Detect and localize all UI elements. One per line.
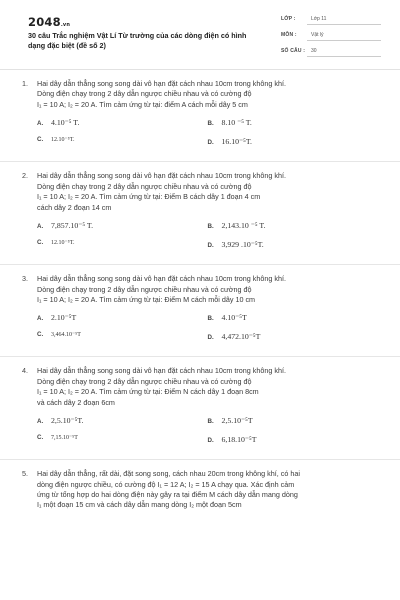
question-line: Dòng điện chạy trong 2 dây dẫn ngược chiều nhau và có cường độ	[37, 181, 252, 191]
option-value: 8.10 ⁻⁵ T.	[221, 118, 252, 128]
option-value: 4,472.10⁻⁵T	[221, 332, 261, 342]
meta-class-row	[281, 15, 381, 31]
logo-suffix: .vn	[60, 22, 71, 28]
option-value: 3,464.10⁻⁵T	[51, 332, 81, 339]
question-line: I₁ = 10 A; I₂ = 20 A. Tìm cảm ứng từ tại: điểm A cách mỗi dây 5 cm	[37, 99, 248, 109]
question-line: Dòng điện chạy trong 2 dây dẫn ngược chiều nhau và có cường độ	[37, 89, 252, 99]
question-number: 3.	[22, 274, 28, 284]
question-line: dòng điện ngược chiều, có cường độ I₁ = 12 A; I₂ = 15 A chạy qua. Xác định cảm	[37, 479, 295, 489]
question-line: ứng từ tổng hợp do hai dòng điện này gây ra tại điểm M cách dây dẫn mang dòng	[37, 490, 298, 499]
answer-option[interactable]	[208, 434, 379, 447]
meta-subject-row	[281, 31, 381, 47]
option-value: 7,857.10⁻⁵ T.	[51, 221, 94, 231]
meta-subject-label: MÔN :	[281, 32, 297, 38]
option-value: 2,5.10⁻⁵T.	[51, 416, 84, 426]
question-item	[0, 161, 400, 252]
answer-option[interactable]	[37, 136, 208, 149]
option-letter: A.	[37, 120, 44, 128]
option-letter: C.	[37, 434, 44, 442]
answer-options	[37, 220, 378, 252]
meta-count-value: 30	[311, 48, 317, 54]
question-item	[0, 264, 400, 344]
question-text	[37, 274, 378, 305]
option-letter: C.	[37, 331, 44, 339]
option-letter: A.	[37, 223, 44, 231]
answer-options	[37, 415, 378, 447]
meta-count-label: SỐ CÂU :	[281, 48, 306, 54]
question-number: 5.	[22, 469, 28, 479]
option-letter: C.	[37, 136, 44, 144]
option-letter: D.	[207, 242, 214, 250]
answer-options	[37, 312, 378, 344]
question-line: I₁ = 10 A; I₂ = 20 A. Tìm cảm ứng từ tại: Điểm N cách dây 1 đoạn 8cm	[37, 387, 259, 397]
answer-option[interactable]	[37, 415, 208, 428]
option-value: 12.10⁻⁵T.	[51, 137, 75, 144]
option-letter: C.	[37, 239, 44, 247]
meta-class-underline	[307, 24, 381, 25]
question-number: 2.	[22, 171, 28, 181]
question-line: I₁ = 10 A; I₂ = 20 A. Tìm cảm ứng từ tại: Điểm B cách dây 1 đoạn 4 cm	[37, 192, 261, 202]
option-letter: D.	[207, 334, 214, 342]
answer-option[interactable]	[208, 136, 379, 149]
meta-subject-underline	[307, 40, 381, 41]
option-value: 7,15.10⁻⁵T	[51, 435, 78, 442]
answer-option[interactable]	[37, 117, 208, 130]
answer-option[interactable]	[208, 312, 379, 325]
question-line: Hai dây dẫn thẳng song song dài vô hạn đặt cách nhau 10cm trong không khí.	[37, 171, 286, 181]
question-line: Hai dây dẫn thẳng song song dài vô hạn đặt cách nhau 10cm trong không khí.	[37, 274, 286, 284]
question-text	[37, 469, 378, 511]
answer-option[interactable]	[37, 220, 208, 233]
question-line: I₁ = 10 A; I₂ = 20 A. Tìm cảm ứng từ tại: Điểm M cách mỗi dây 10 cm	[37, 294, 256, 304]
question-item	[0, 79, 400, 149]
question-text	[37, 171, 378, 213]
logo-text: 2048	[28, 15, 61, 29]
option-letter: D.	[207, 139, 214, 147]
question-line: và cách dây 2 đoạn 6cm	[37, 397, 115, 407]
option-value: 4.10⁻⁵T	[221, 313, 247, 323]
question-line: Hai dây dẫn thẳng song song dài vô hạn đặt cách nhau 10cm trong không khí.	[37, 366, 286, 376]
meta-class-value: Lớp 11	[311, 16, 327, 22]
meta-count-underline	[307, 56, 381, 57]
answer-option[interactable]	[208, 415, 379, 428]
answer-options	[37, 117, 378, 149]
option-value: 6,18.10⁻⁵T	[221, 435, 257, 445]
header-divider	[0, 69, 400, 70]
option-value: 2,143.10 ⁻⁵ T.	[221, 221, 266, 231]
document-title: 30 câu Trắc nghiệm Vật Lí Từ trường của các dòng điện có hình dạng đặc biệt (đề số 2)	[28, 31, 247, 50]
option-value: 3,929 .10⁻⁵T.	[221, 240, 264, 250]
option-letter: B.	[207, 315, 214, 323]
question-number: 1.	[22, 79, 28, 88]
answer-option[interactable]	[37, 239, 208, 252]
answer-option[interactable]	[208, 331, 379, 344]
document-header	[28, 12, 378, 62]
option-value: 2,5.10⁻⁵T	[221, 416, 253, 426]
meta-subject-value: Vật lý	[311, 32, 324, 38]
question-number: 4.	[22, 366, 28, 376]
option-letter: B.	[207, 418, 214, 426]
option-letter: B.	[207, 223, 214, 231]
meta-fields	[281, 15, 381, 63]
question-line: Hai dây dẫn thẳng song song dài vô hạn đặt cách nhau 10cm trong không khí.	[37, 79, 286, 88]
question-line: Dòng điện chạy trong 2 dây dẫn ngược chiều nhau và có cường độ	[37, 284, 252, 294]
answer-option[interactable]	[37, 434, 208, 447]
question-item	[0, 459, 400, 511]
site-logo[interactable]	[28, 14, 70, 31]
meta-count-row	[281, 47, 381, 63]
question-line: I₁ một đoạn 15 cm và cách dây dẫn mang dòng I₂ một đoạn 5cm	[37, 500, 242, 510]
answer-option[interactable]	[37, 331, 208, 344]
question-line: cách dây 2 đoạn 14 cm	[37, 202, 112, 212]
option-letter: B.	[207, 120, 214, 128]
question-item	[0, 356, 400, 447]
answer-option[interactable]	[208, 239, 379, 252]
question-text	[37, 366, 378, 408]
answer-option[interactable]	[208, 220, 379, 233]
option-value: 2.10⁻⁵T	[51, 313, 77, 323]
question-line: Dòng điện chạy trong 2 dây dẫn ngược chiều nhau và có cường độ	[37, 376, 252, 386]
option-letter: D.	[207, 437, 214, 445]
answer-option[interactable]	[208, 117, 379, 130]
option-value: 12.10⁻⁵T.	[51, 240, 75, 247]
option-letter: A.	[37, 315, 44, 323]
answer-option[interactable]	[37, 312, 208, 325]
question-list	[0, 79, 400, 511]
question-text	[37, 79, 378, 110]
question-line: Hai dây dẫn thẳng, rất dài, đặt song song, cách nhau 20cm trong không khí, có hai	[37, 469, 300, 479]
option-letter: A.	[37, 418, 44, 426]
option-value: 4.10⁻⁵ T.	[51, 118, 80, 128]
meta-class-label: LỚP :	[281, 16, 296, 22]
option-value: 16.10⁻⁵T.	[221, 137, 253, 147]
